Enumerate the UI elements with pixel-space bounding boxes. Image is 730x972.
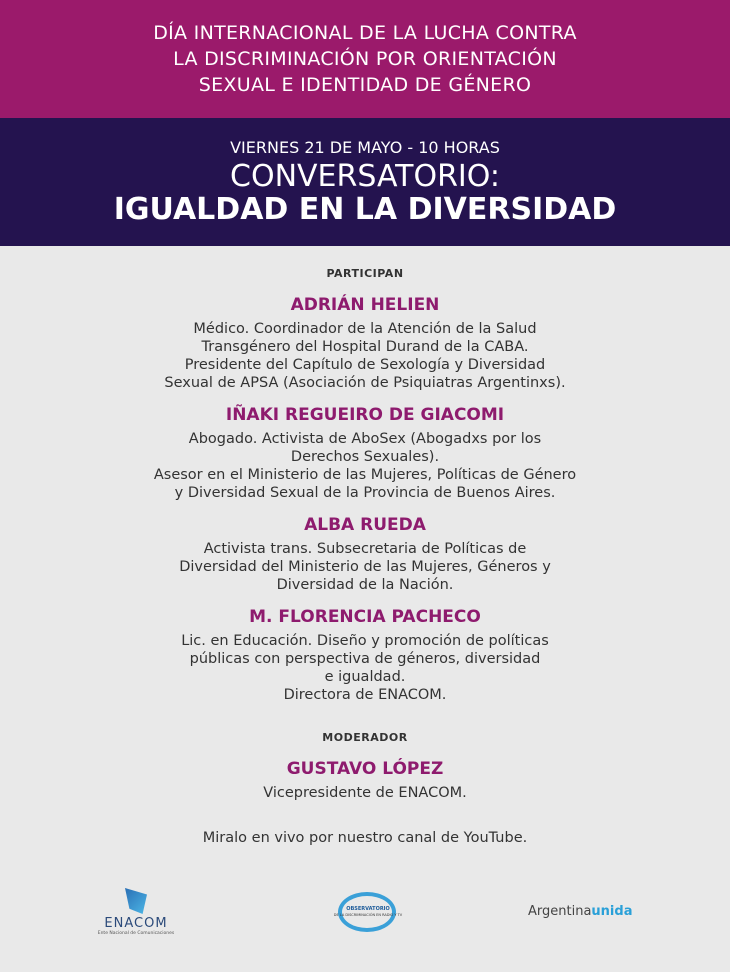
content [0,246,730,846]
participant-name: IÑAKI REGUEIRO DE GIACOMI [225,405,505,425]
participant-bio-line: Directora de ENACOM. [283,687,447,703]
participant-bio-line: Transgénero del Hospital Durand de la CABA. [201,339,529,355]
observatorio-logo [328,888,408,940]
event-band [0,118,730,246]
argentina-word: Argentina [528,904,592,919]
header-line: LA DISCRIMINACIÓN POR ORIENTACIÓN [173,48,557,70]
participant-bio-line: Abogado. Activista de AboSex (Abogadxs por los [188,431,542,447]
enacom-subtitle: Ente Nacional de Comunicaciones [97,931,175,936]
moderator [0,758,730,802]
participant [0,404,730,502]
observatorio-ring-icon [338,892,396,932]
event-title: IGUALDAD EN LA DIVERSIDAD [113,192,617,227]
logo-bar [0,888,730,948]
youtube-note: Miralo en vivo por nuestro canal de YouTube. [202,830,528,846]
participant-bio-line: y Diversidad Sexual de la Provincia de Buenos Aires. [174,485,556,501]
moderator-label: MODERADOR [322,731,408,744]
participant-bio-line: Derechos Sexuales). [290,449,440,465]
participant-bio-line: Sexual de APSA (Asociación de Psiquiatras Argentinxs). [164,375,566,391]
participant-bio-line: Diversidad del Ministerio de las Mujeres, Géneros y [179,559,551,575]
participant-bio-line: públicas con perspectiva de géneros, diversidad [189,651,541,667]
participant-name: ALBA RUEDA [304,515,426,535]
participant [0,294,730,392]
participant-bio-line: e igualdad. [324,669,406,685]
moderator-name: GUSTAVO LÓPEZ [286,759,444,779]
participant-bio-line: Presidente del Capítulo de Sexología y Diversidad [184,357,546,373]
header-line: SEXUAL E IDENTIDAD DE GÉNERO [198,74,532,96]
event-date: VIERNES 21 DE MAYO - 10 HORAS [230,138,500,157]
participant-bio-line: Médico. Coordinador de la Atención de la Salud [193,321,537,337]
participant-name: ADRIÁN HELIEN [290,295,440,315]
enacom-wordmark: ENACOM [104,916,168,931]
header-band [0,0,730,118]
header-line: DÍA INTERNACIONAL DE LA LUCHA CONTRA [153,22,577,44]
moderator-bio-line: Vicepresidente de ENACOM. [263,785,467,801]
observatorio-subtitle: DE LA DISCRIMINACIÓN EN RADIO Y TV [333,913,403,917]
event-label: CONVERSATORIO: [230,159,500,194]
participant [0,606,730,704]
participant-bio-line: Asesor en el Ministerio de las Mujeres, Políticas de Género [153,467,577,483]
enacom-logo [96,888,176,936]
participants-label: PARTICIPAN [326,267,404,280]
unida-word: unida [591,904,633,919]
observatorio-title: OBSERVATORIO [346,906,390,912]
argentina-unida-logo [528,904,632,919]
enacom-mark-icon [125,888,147,914]
participant [0,514,730,594]
participant-bio-line: Lic. en Educación. Diseño y promoción de políticas [181,633,549,649]
participant-bio-line: Diversidad de la Nación. [276,577,454,593]
participant-bio-line: Activista trans. Subsecretaria de Políticas de [203,541,527,557]
participant-name: M. FLORENCIA PACHECO [249,607,481,627]
